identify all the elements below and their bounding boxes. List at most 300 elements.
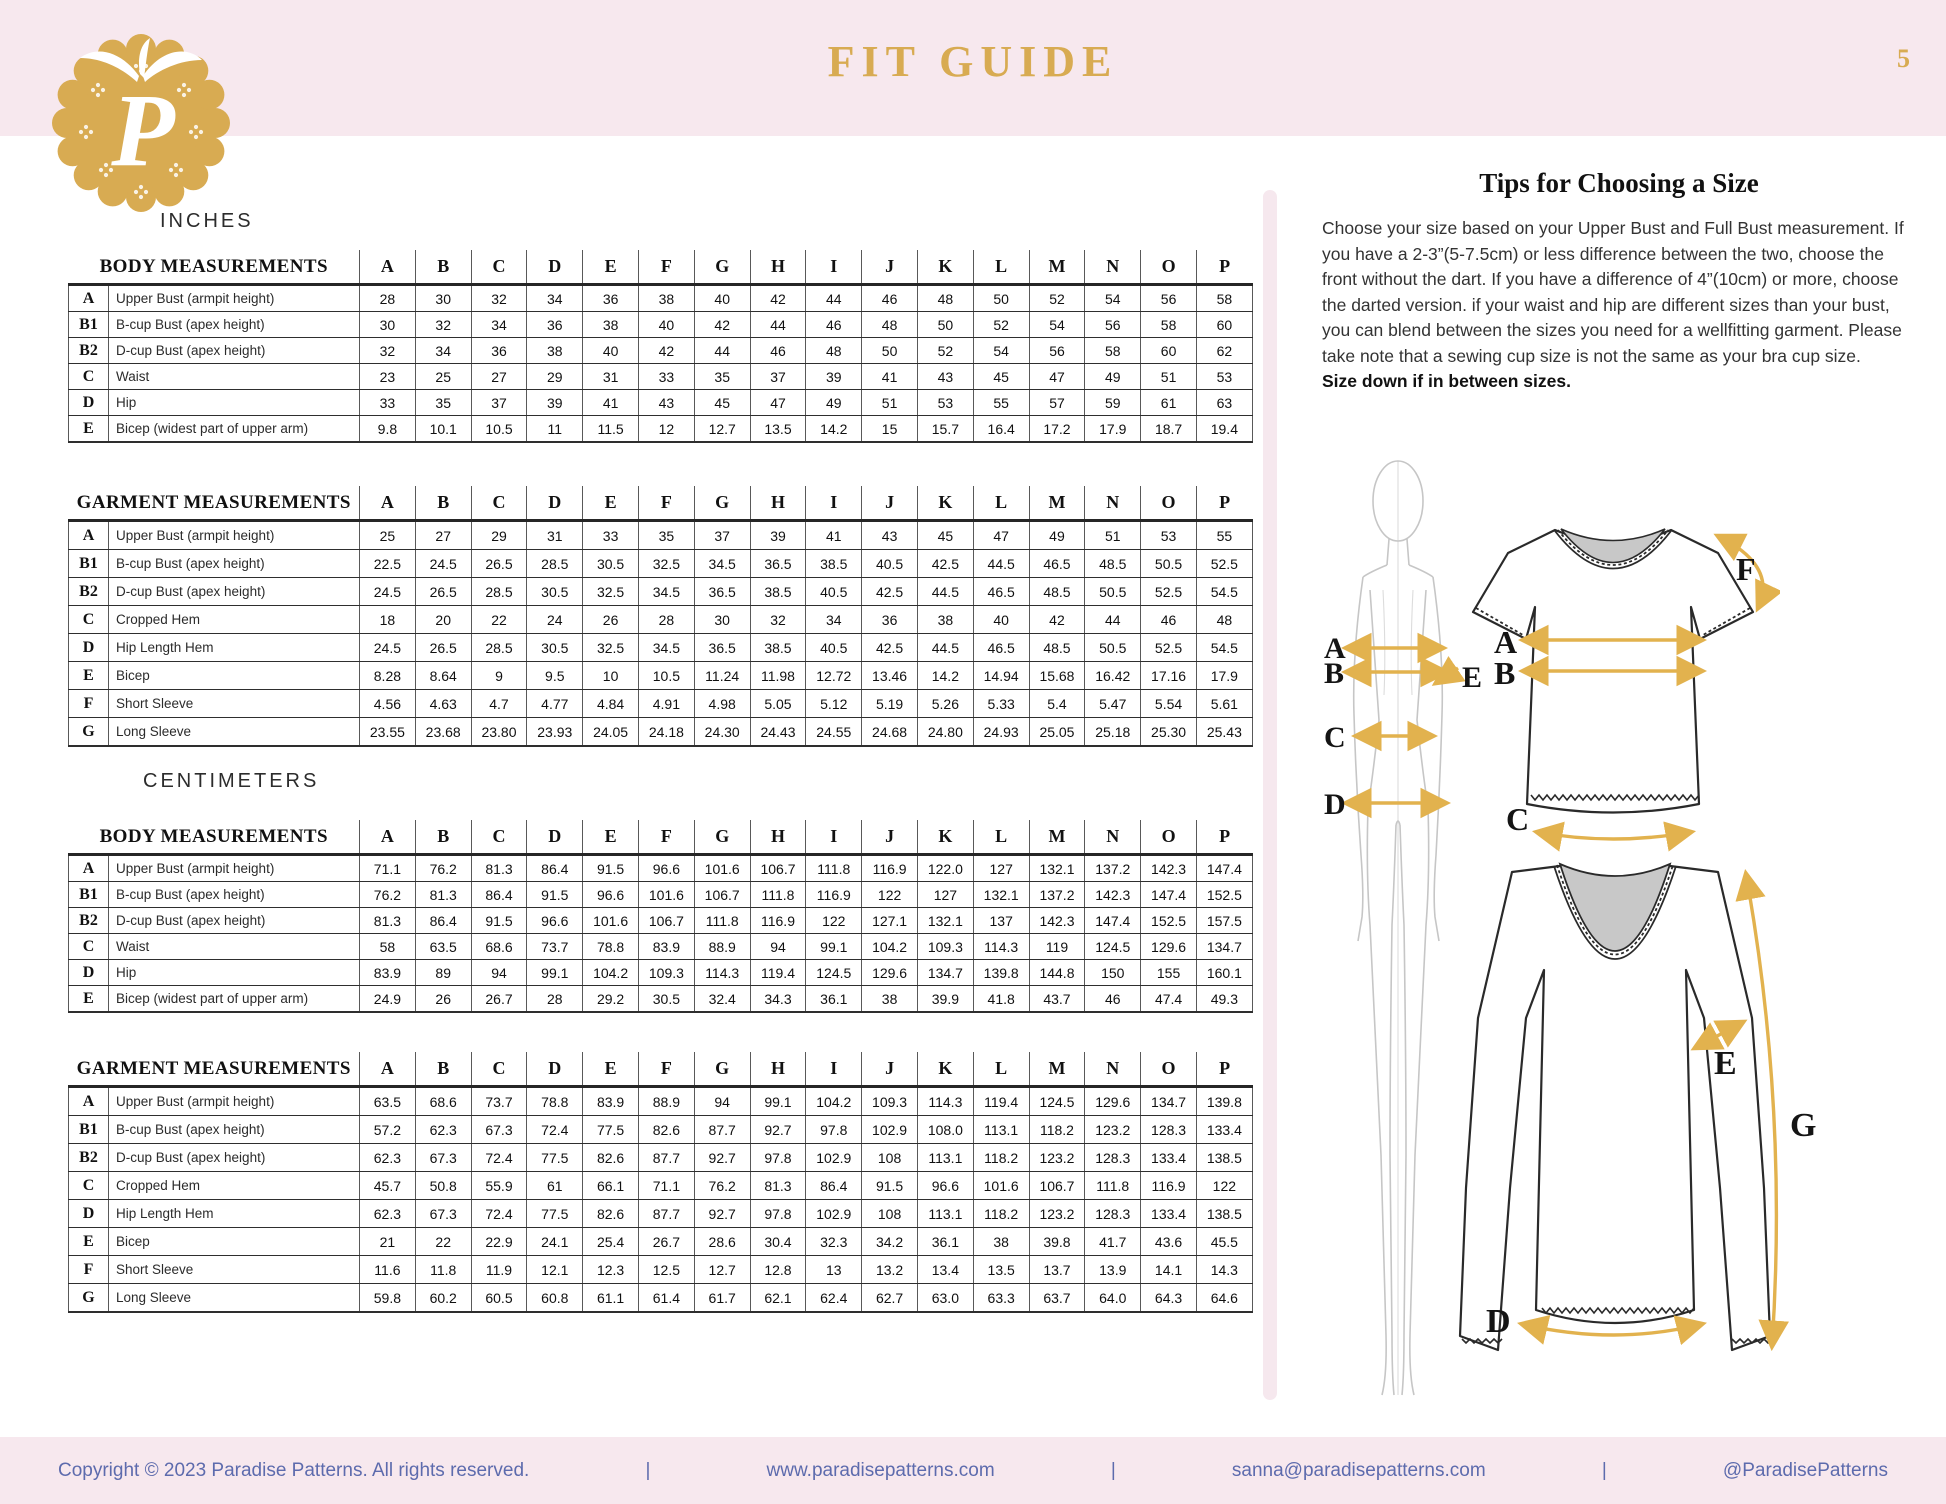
measurement-value: 46 — [806, 312, 862, 338]
measurement-value: 18.7 — [1141, 416, 1197, 443]
measurement-value: 25.30 — [1141, 718, 1197, 747]
measurement-value: 5.19 — [862, 690, 918, 718]
measurement-value: 102.9 — [806, 1144, 862, 1172]
row-label: Upper Bust (armpit height) — [109, 285, 360, 312]
long-sleeve-top-figure — [1450, 858, 1910, 1418]
centimeters-section-label: CENTIMETERS — [143, 770, 320, 792]
size-column-header: O — [1141, 1052, 1197, 1087]
measurement-value: 108 — [862, 1144, 918, 1172]
measurement-value: 116.9 — [806, 882, 862, 908]
measurement-value: 24.5 — [360, 634, 416, 662]
row-code: B1 — [69, 1116, 109, 1144]
measurement-value: 11.98 — [750, 662, 806, 690]
size-column-header: A — [360, 1052, 416, 1087]
row-label: B-cup Bust (apex height) — [109, 882, 360, 908]
measurement-value: 118.2 — [973, 1144, 1029, 1172]
measurement-value: 24.30 — [694, 718, 750, 747]
measurement-value: 48 — [917, 285, 973, 312]
measurement-value: 9.8 — [360, 416, 416, 443]
measurement-value: 122 — [862, 882, 918, 908]
row-label: Long Sleeve — [109, 718, 360, 747]
measurement-value: 36 — [527, 312, 583, 338]
measurement-value: 40 — [583, 338, 639, 364]
measurement-value: 86.4 — [471, 882, 527, 908]
measurement-value: 39.9 — [917, 986, 973, 1013]
measurement-value: 5.61 — [1196, 690, 1252, 718]
measurement-value: 26.7 — [638, 1228, 694, 1256]
measurement-value: 48.5 — [1029, 578, 1085, 606]
row-code: D — [69, 960, 109, 986]
measurement-value: 38 — [639, 285, 695, 312]
measurement-value: 73.7 — [471, 1087, 527, 1116]
measurement-value: 43 — [639, 390, 695, 416]
row-code: A — [69, 285, 109, 312]
label-D: D — [1324, 788, 1346, 821]
measurement-value: 142.3 — [1085, 882, 1141, 908]
measurement-value: 101.6 — [694, 855, 750, 882]
table-row — [69, 908, 1253, 934]
measurement-value: 4.56 — [360, 690, 416, 718]
measurement-value: 62.1 — [750, 1284, 806, 1313]
table-row — [69, 960, 1253, 986]
measurement-value: 51 — [1141, 364, 1197, 390]
measurement-value: 113.1 — [917, 1144, 973, 1172]
measurement-value: 46.5 — [973, 578, 1029, 606]
measurement-value: 91.5 — [862, 1172, 918, 1200]
measurement-value: 11 — [527, 416, 583, 443]
measurement-value: 92.7 — [750, 1116, 806, 1144]
measurement-value: 55 — [973, 390, 1029, 416]
measurement-value: 37 — [750, 364, 806, 390]
garment-measurements-inches-table — [68, 486, 1253, 747]
measurement-value: 73.7 — [527, 934, 583, 960]
measurement-value: 64.3 — [1141, 1284, 1197, 1313]
measurement-value: 18 — [360, 606, 416, 634]
measurement-value: 52 — [1029, 285, 1085, 312]
table-title: GARMENT MEASUREMENTS — [69, 486, 360, 521]
measurement-value: 62.3 — [360, 1144, 416, 1172]
row-label: D-cup Bust (apex height) — [109, 578, 360, 606]
measurement-value: 133.4 — [1196, 1116, 1252, 1144]
measurement-value: 37 — [471, 390, 527, 416]
measurement-value: 64.6 — [1196, 1284, 1252, 1313]
measurement-value: 44 — [694, 338, 750, 364]
measurement-value: 16.4 — [973, 416, 1029, 443]
size-column-header: L — [973, 250, 1029, 285]
measurement-value: 41.7 — [1085, 1228, 1141, 1256]
measurement-value: 116.9 — [1141, 1172, 1197, 1200]
measurement-value: 83.9 — [583, 1087, 639, 1116]
measurement-value: 82.6 — [583, 1144, 639, 1172]
table-row — [69, 1200, 1253, 1228]
measurement-value: 42.5 — [862, 578, 918, 606]
measurement-value: 23.68 — [415, 718, 471, 747]
measurement-value: 15.7 — [917, 416, 973, 443]
size-column-header: K — [917, 820, 973, 855]
row-code: E — [69, 1228, 109, 1256]
measurement-value: 139.8 — [973, 960, 1029, 986]
measurement-value: 63.5 — [360, 1087, 416, 1116]
measurement-value: 119 — [1029, 934, 1085, 960]
measurement-value: 82.6 — [583, 1200, 639, 1228]
measurement-value: 45 — [973, 364, 1029, 390]
size-column-header: P — [1196, 486, 1252, 521]
measurement-value: 43.6 — [1141, 1228, 1197, 1256]
table-row — [69, 986, 1253, 1013]
table-title: BODY MEASUREMENTS — [69, 250, 360, 285]
size-column-header: N — [1085, 486, 1141, 521]
table-title: GARMENT MEASUREMENTS — [69, 1052, 360, 1087]
measurement-value: 147.4 — [1196, 855, 1252, 882]
measurement-value: 23.55 — [360, 718, 416, 747]
measurement-value: 11.9 — [471, 1256, 527, 1284]
table-row — [69, 662, 1253, 690]
measurement-value: 31 — [527, 521, 583, 550]
row-code: E — [69, 986, 109, 1013]
measurement-value: 42 — [1029, 606, 1085, 634]
measurement-value: 46 — [1085, 986, 1141, 1013]
measurement-value: 4.77 — [527, 690, 583, 718]
measurement-value: 128.3 — [1085, 1200, 1141, 1228]
measurement-value: 4.63 — [415, 690, 471, 718]
measurement-value: 57.2 — [360, 1116, 416, 1144]
measurement-value: 72.4 — [471, 1144, 527, 1172]
vertical-divider — [1263, 190, 1277, 1400]
measurement-value: 15.68 — [1029, 662, 1085, 690]
table-row — [69, 364, 1253, 390]
measurement-value: 31 — [583, 364, 639, 390]
short-sleeve-tee-figure — [1460, 508, 1780, 853]
label-F: F — [1736, 551, 1756, 587]
measurement-value: 28.5 — [527, 550, 583, 578]
measurement-value: 97.8 — [750, 1144, 806, 1172]
measurement-value: 106.7 — [639, 908, 695, 934]
measurement-value: 13.5 — [973, 1256, 1029, 1284]
measurement-value: 51 — [1085, 521, 1141, 550]
measurement-value: 24.93 — [973, 718, 1029, 747]
size-column-header: C — [471, 820, 527, 855]
table-row — [69, 1228, 1253, 1256]
row-code: B2 — [69, 1144, 109, 1172]
measurement-value: 5.26 — [917, 690, 973, 718]
table-row — [69, 934, 1253, 960]
measurement-value: 34 — [806, 606, 862, 634]
size-column-header: M — [1029, 1052, 1085, 1087]
measurement-value: 5.54 — [1141, 690, 1197, 718]
measurement-value: 12.5 — [638, 1256, 694, 1284]
measurement-value: 14.1 — [1141, 1256, 1197, 1284]
size-column-header: M — [1029, 486, 1085, 521]
measurement-value: 25.43 — [1196, 718, 1252, 747]
measurement-value: 22 — [415, 1228, 471, 1256]
size-column-header: K — [917, 486, 973, 521]
row-label: Upper Bust (armpit height) — [109, 855, 360, 882]
table-title: BODY MEASUREMENTS — [69, 820, 360, 855]
measurement-value: 68.6 — [471, 934, 527, 960]
size-column-header: B — [415, 486, 471, 521]
measurement-value: 137.2 — [1085, 855, 1141, 882]
measurement-value: 44.5 — [917, 578, 973, 606]
measurement-value: 94 — [694, 1087, 750, 1116]
measurement-value: 60.8 — [527, 1284, 583, 1313]
measurement-value: 101.6 — [973, 1172, 1029, 1200]
measurement-value: 46.5 — [1029, 550, 1085, 578]
row-code: E — [69, 416, 109, 443]
measurement-value: 22.5 — [360, 550, 416, 578]
row-code: F — [69, 1256, 109, 1284]
measurement-value: 36.5 — [750, 550, 806, 578]
measurement-value: 71.1 — [638, 1172, 694, 1200]
measurement-value: 40.5 — [862, 550, 918, 578]
row-code: A — [69, 521, 109, 550]
measurement-value: 25.18 — [1085, 718, 1141, 747]
measurement-value: 116.9 — [750, 908, 806, 934]
measurement-value: 36.1 — [806, 986, 862, 1013]
measurement-value: 61.4 — [638, 1284, 694, 1313]
row-code: F — [69, 690, 109, 718]
measurement-value: 32 — [360, 338, 416, 364]
measurement-value: 86.4 — [527, 855, 583, 882]
footer-separator: | — [1601, 1459, 1607, 1481]
measurement-value: 17.16 — [1141, 662, 1197, 690]
measurement-value: 4.7 — [471, 690, 527, 718]
measurement-value: 46 — [862, 285, 918, 312]
measurement-value: 48 — [806, 338, 862, 364]
table-row — [69, 390, 1253, 416]
size-column-header: G — [694, 820, 750, 855]
measurement-value: 99.1 — [806, 934, 862, 960]
measurement-value: 88.9 — [694, 934, 750, 960]
table-row — [69, 1256, 1253, 1284]
measurement-value: 35 — [638, 521, 694, 550]
measurement-value: 72.4 — [527, 1116, 583, 1144]
size-column-header: E — [583, 486, 639, 521]
measurement-value: 116.9 — [862, 855, 918, 882]
measurement-value: 123.2 — [1029, 1144, 1085, 1172]
measurement-value: 11.5 — [583, 416, 639, 443]
measurement-value: 61.7 — [694, 1284, 750, 1313]
measurement-value: 41 — [806, 521, 862, 550]
row-code: A — [69, 1087, 109, 1116]
size-column-header: E — [583, 820, 639, 855]
measurement-value: 13.9 — [1085, 1256, 1141, 1284]
measurement-value: 102.9 — [806, 1200, 862, 1228]
table-row — [69, 521, 1253, 550]
measurement-value: 12.3 — [583, 1256, 639, 1284]
measurement-value: 91.5 — [471, 908, 527, 934]
measurement-value: 46 — [750, 338, 806, 364]
tips-paragraph — [1322, 216, 1922, 395]
measurement-value: 52.5 — [1141, 578, 1197, 606]
measurement-value: 38 — [862, 986, 918, 1013]
measurement-value: 8.64 — [415, 662, 471, 690]
measurement-value: 72.4 — [471, 1200, 527, 1228]
measurement-value: 53 — [917, 390, 973, 416]
row-code: D — [69, 634, 109, 662]
measurement-value: 5.12 — [806, 690, 862, 718]
row-code: G — [69, 1284, 109, 1313]
measurement-value: 86.4 — [806, 1172, 862, 1200]
measurement-value: 33 — [583, 521, 639, 550]
size-column-header: C — [471, 486, 527, 521]
measurement-value: 24.80 — [917, 718, 973, 747]
measurement-value: 52 — [917, 338, 973, 364]
table-row — [69, 312, 1253, 338]
measurement-value: 14.2 — [917, 662, 973, 690]
table-row — [69, 578, 1253, 606]
row-code: B2 — [69, 578, 109, 606]
size-column-header: O — [1141, 486, 1197, 521]
size-column-header: E — [583, 1052, 639, 1087]
measurement-value: 9.5 — [527, 662, 583, 690]
measurement-value: 87.7 — [638, 1200, 694, 1228]
measurement-value: 76.2 — [694, 1172, 750, 1200]
measurement-value: 26.5 — [415, 634, 471, 662]
measurement-value: 5.47 — [1085, 690, 1141, 718]
row-label: Waist — [109, 934, 360, 960]
measurement-value: 35 — [415, 390, 471, 416]
measurement-value: 39 — [750, 521, 806, 550]
size-column-header: O — [1141, 250, 1197, 285]
measurement-value: 108 — [862, 1200, 918, 1228]
measurement-value: 41.8 — [973, 986, 1029, 1013]
measurement-value: 119.4 — [750, 960, 806, 986]
measurement-value: 87.7 — [638, 1144, 694, 1172]
footer — [0, 1437, 1946, 1504]
row-label: Bicep — [109, 662, 360, 690]
size-column-header: A — [360, 486, 416, 521]
measurement-value: 109.3 — [917, 934, 973, 960]
row-label: D-cup Bust (apex height) — [109, 1144, 360, 1172]
measurement-value: 101.6 — [583, 908, 639, 934]
measurement-value: 56 — [1141, 285, 1197, 312]
measurement-value: 25.4 — [583, 1228, 639, 1256]
size-column-header: E — [583, 250, 639, 285]
row-label: Waist — [109, 364, 360, 390]
row-code: D — [69, 390, 109, 416]
measurement-value: 34 — [471, 312, 527, 338]
measurement-value: 30.5 — [583, 550, 639, 578]
label-B: B — [1494, 655, 1516, 691]
measurement-value: 5.4 — [1029, 690, 1085, 718]
row-label: Long Sleeve — [109, 1284, 360, 1313]
body-measurements-cm-host — [68, 820, 1253, 1013]
row-label: Short Sleeve — [109, 1256, 360, 1284]
measurement-value: 29 — [527, 364, 583, 390]
measurement-value: 32.5 — [583, 578, 639, 606]
measurement-value: 63.0 — [917, 1284, 973, 1313]
measurement-value: 36 — [583, 285, 639, 312]
size-column-header: I — [806, 486, 862, 521]
measurement-value: 127.1 — [862, 908, 918, 934]
measurement-value: 30.5 — [527, 578, 583, 606]
row-label: B-cup Bust (apex height) — [109, 312, 360, 338]
measurement-value: 78.8 — [527, 1087, 583, 1116]
size-column-header: D — [527, 820, 583, 855]
measurement-value: 24 — [527, 606, 583, 634]
measurement-value: 76.2 — [360, 882, 416, 908]
measurement-value: 50 — [973, 285, 1029, 312]
size-column-header: P — [1196, 1052, 1252, 1087]
measurement-value: 28.5 — [471, 634, 527, 662]
measurement-value: 53 — [1141, 521, 1197, 550]
tips-bold-note: Size down if in between sizes. — [1322, 371, 1571, 391]
row-label: D-cup Bust (apex height) — [109, 338, 360, 364]
measurement-value: 96.6 — [917, 1172, 973, 1200]
measurement-value: 56 — [1085, 312, 1141, 338]
size-column-header: A — [360, 820, 416, 855]
measurement-value: 128.3 — [1085, 1144, 1141, 1172]
measurement-value: 108.0 — [917, 1116, 973, 1144]
measurement-value: 60 — [1141, 338, 1197, 364]
measurement-value: 43.7 — [1029, 986, 1085, 1013]
measurement-value: 142.3 — [1141, 855, 1197, 882]
measurement-value: 61 — [1141, 390, 1197, 416]
measurement-value: 11.6 — [360, 1256, 416, 1284]
size-column-header: D — [527, 250, 583, 285]
measurement-value: 139.8 — [1196, 1087, 1252, 1116]
measurement-value: 52.5 — [1196, 550, 1252, 578]
measurement-value: 119.4 — [973, 1087, 1029, 1116]
measurement-value: 4.98 — [694, 690, 750, 718]
table-row — [69, 690, 1253, 718]
table-row — [69, 416, 1253, 443]
measurement-value: 38.5 — [750, 578, 806, 606]
measurement-value: 71.1 — [360, 855, 416, 882]
measurement-value: 56 — [1029, 338, 1085, 364]
row-label: B-cup Bust (apex height) — [109, 1116, 360, 1144]
measurement-value: 39 — [527, 390, 583, 416]
measurement-value: 47.4 — [1141, 986, 1197, 1013]
measurement-value: 58 — [1196, 285, 1252, 312]
measurement-value: 26 — [415, 986, 471, 1013]
row-code: B1 — [69, 550, 109, 578]
size-column-header: C — [471, 250, 527, 285]
measurement-value: 32 — [750, 606, 806, 634]
measurement-value: 45.5 — [1196, 1228, 1252, 1256]
footer-social: @ParadisePatterns — [1722, 1459, 1888, 1481]
measurement-value: 124.5 — [806, 960, 862, 986]
measurement-value: 147.4 — [1085, 908, 1141, 934]
measurement-value: 14.2 — [806, 416, 862, 443]
size-column-header: J — [862, 1052, 918, 1087]
measurement-value: 47 — [750, 390, 806, 416]
measurement-value: 37 — [694, 521, 750, 550]
measurement-value: 91.5 — [583, 855, 639, 882]
label-A: A — [1324, 632, 1346, 665]
measurement-value: 32 — [415, 312, 471, 338]
measurement-value: 50.5 — [1141, 550, 1197, 578]
measurement-value: 30 — [694, 606, 750, 634]
measurement-value: 99.1 — [750, 1087, 806, 1116]
measurement-value: 27 — [471, 364, 527, 390]
measurement-value: 41 — [583, 390, 639, 416]
measurement-value: 66.1 — [583, 1172, 639, 1200]
measurement-value: 113.1 — [917, 1200, 973, 1228]
measurement-value: 13.5 — [750, 416, 806, 443]
measurement-value: 48 — [862, 312, 918, 338]
measurement-value: 40 — [639, 312, 695, 338]
row-label: Cropped Hem — [109, 606, 360, 634]
measurement-value: 78.8 — [583, 934, 639, 960]
measurement-value: 42.5 — [862, 634, 918, 662]
body-measurements-inches-table — [68, 250, 1253, 443]
measurement-value: 67.3 — [415, 1200, 471, 1228]
measurement-value: 127 — [917, 882, 973, 908]
measurement-value: 114.3 — [917, 1087, 973, 1116]
measurement-value: 15 — [862, 416, 918, 443]
table-row — [69, 1144, 1253, 1172]
